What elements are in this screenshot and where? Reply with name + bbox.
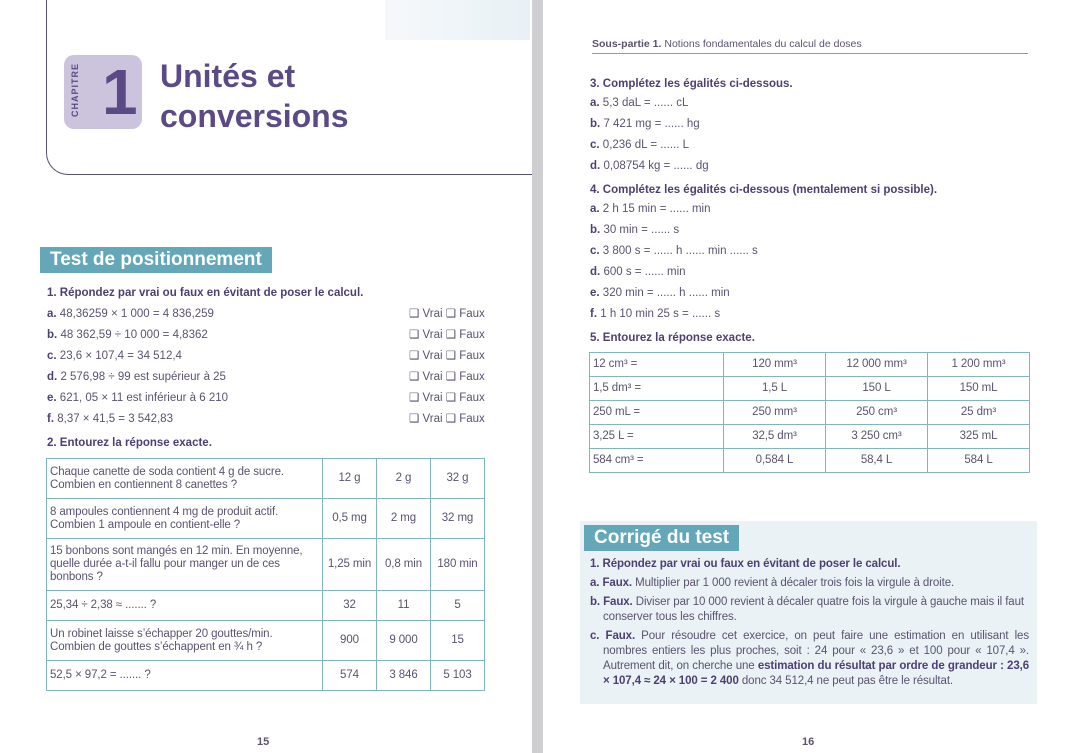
table-row — [47, 591, 485, 621]
question-1 — [47, 286, 497, 430]
answer-option[interactable]: 12 g — [323, 459, 377, 499]
page-15 — [0, 0, 532, 753]
true-false-checkboxes[interactable]: ❑ Vrai ❑ Faux — [409, 350, 485, 362]
list-item: a. 48,36259 × 1 000 = 4 836,259 ❑ Vrai ❑ Faux — [47, 304, 497, 325]
question-cell: 3,25 L = — [590, 425, 724, 449]
list-item: d. 2 576,98 ÷ 99 est supérieur à 25 ❑ Vrai ❑ Faux — [47, 367, 497, 388]
list-item: a. 2 h 15 min = ...... min — [590, 203, 711, 215]
true-false-checkboxes[interactable]: ❑ Vrai ❑ Faux — [409, 371, 485, 383]
question-cell: Chaque canette de soda contient 4 g de sucre. Combien en contiennent 8 canettes ? — [47, 459, 323, 499]
list-item: d. 0,08754 kg = ...... dg — [590, 160, 709, 172]
list-item: b. 48 362,59 ÷ 10 000 = 4,8362 ❑ Vrai ❑ Faux — [47, 325, 497, 346]
question-cell: Un robinet laisse s’échapper 20 gouttes/min. Combien de gouttes s’échappent en ¾ h ? — [47, 621, 323, 661]
answer-option[interactable]: 0,5 mg — [323, 499, 377, 539]
answer-option[interactable]: 900 — [323, 621, 377, 661]
table-row — [590, 401, 1030, 425]
question-5-title: 5. Entourez la réponse exacte. — [590, 332, 755, 344]
answer-option[interactable]: 150 L — [826, 377, 928, 401]
table-row — [47, 539, 485, 591]
list-item: c. 23,6 × 107,4 = 34 512,4 ❑ Vrai ❑ Faux — [47, 346, 497, 367]
table-row — [590, 425, 1030, 449]
table-row — [47, 499, 485, 539]
answer-option[interactable]: 574 — [323, 661, 377, 691]
answer-option[interactable]: 12 000 mm³ — [826, 353, 928, 377]
table-row — [590, 353, 1030, 377]
answer-c: c. Faux. Pour résoudre cet exercice, on peut faire une estimation en utilisant les nombres entiers les plus proches, soit : 24 pour « 23,6 » et 100 pour « 107,4 ». Autrement dit, on cherche une estimation du résultat par ordre de grandeur : 23,6 × 107,4 ≈ 24 × 100 = 2 400 donc 34 512,4 ne peut pas être le résultat. — [590, 630, 1030, 687]
page-number: 15 — [257, 736, 270, 748]
answer-option[interactable]: 5 103 — [431, 661, 485, 691]
list-item: c. 0,236 dL = ...... L — [590, 139, 690, 151]
answer-option[interactable]: 1,25 min — [323, 539, 377, 591]
section-title: Test de positionnement — [40, 247, 272, 273]
table-row — [47, 621, 485, 661]
answer-option[interactable]: 25 dm³ — [928, 401, 1030, 425]
question-cell: 15 bonbons sont mangés en 12 min. En moyenne, quelle durée a-t-il fallu pour manger un de ces bonbons ? — [47, 539, 323, 591]
question-cell: 52,5 × 97,2 = ....... ? — [47, 661, 323, 691]
answer-option[interactable]: 32,5 dm³ — [724, 425, 826, 449]
question-cell: 250 mL = — [590, 401, 724, 425]
answer-a: a. Faux. Multiplier par 1 000 revient à décaler trois fois la virgule à droite. — [590, 577, 955, 589]
answer-option[interactable]: 1 200 mm³ — [928, 353, 1030, 377]
true-false-checkboxes[interactable]: ❑ Vrai ❑ Faux — [409, 308, 485, 320]
answer-option[interactable]: 58,4 L — [826, 449, 928, 473]
answer-option[interactable]: 1,5 L — [724, 377, 826, 401]
answer-option[interactable]: 3 846 — [377, 661, 431, 691]
right-content — [590, 77, 1040, 473]
table-row — [47, 459, 485, 499]
list-item: a. 5,3 daL = ...... cL — [590, 97, 689, 109]
answer-option[interactable]: 32 — [323, 591, 377, 621]
question-2-title: 2. Entourez la réponse exacte. — [47, 437, 212, 449]
question-3: 3. Complétez les égalités ci-dessous. a. 5,3 daL = ...... cL b. 7 421 mg = ...... hg c. 0,236 dL = ...... L d. 0,08754 kg = ...... dg — [590, 77, 1040, 177]
answer-option[interactable]: 2 g — [377, 459, 431, 499]
question-title: 1. Répondez par vrai ou faux en évitant de poser le calcul. — [47, 287, 364, 299]
answer-option[interactable]: 120 mm³ — [724, 353, 826, 377]
true-false-checkboxes[interactable]: ❑ Vrai ❑ Faux — [409, 329, 485, 341]
answer-option[interactable]: 5 — [431, 591, 485, 621]
answer-option[interactable]: 0,584 L — [724, 449, 826, 473]
answer-option[interactable]: 325 mL — [928, 425, 1030, 449]
question-cell: 25,34 ÷ 2,38 ≈ ....... ? — [47, 591, 323, 621]
answer-option[interactable]: 0,8 min — [377, 539, 431, 591]
answer-option[interactable]: 32 mg — [431, 499, 485, 539]
true-false-checkboxes[interactable]: ❑ Vrai ❑ Faux — [409, 392, 485, 404]
page-number: 16 — [802, 736, 815, 748]
answer-option[interactable]: 15 — [431, 621, 485, 661]
chapter-number: 1 — [102, 56, 138, 128]
question-cell: 8 ampoules contiennent 4 mg de produit actif. Combien 1 ampoule en contient-elle ? — [47, 499, 323, 539]
answer-option[interactable]: 250 mm³ — [724, 401, 826, 425]
correction-box: Corrigé du test 1. Répondez par vrai ou faux en évitant de poser le calcul. a. Faux. Multiplier par 1 000 revient à décaler trois fois la virgule à droite. b. Faux. Diviser par 10 000 revient à décaler quatre fois la virgule à gauche mais il faut conserver tous les chiffres. c. Faux. Pour résoudre cet exercice, on peut faire une estimation en utilisant les nombres entiers les plus proches, soit : 24 pour « 23,6 » et 100 pour « 107,4 ». Autrement dit, on cherche une estimation du résultat par ordre de grandeur : 23,6 × 107,4 ≈ 24 × 100 = 2 400 donc 34 512,4 ne peut pas être le résultat. — [580, 521, 1037, 704]
correction-title: Corrigé du test — [584, 525, 739, 551]
chapter-label: CHAPITRE — [70, 62, 80, 117]
list-item: b. 7 421 mg = ...... hg — [590, 118, 700, 130]
list-item: f. 8,37 × 41,5 = 3 542,83 ❑ Vrai ❑ Faux — [47, 409, 497, 430]
answer-option[interactable]: 2 mg — [377, 499, 431, 539]
list-item: c. 3 800 s = ...... h ...... min ...... s — [590, 245, 758, 257]
true-false-checkboxes[interactable]: ❑ Vrai ❑ Faux — [409, 413, 485, 425]
list-item: f. 1 h 10 min 25 s = ...... s — [590, 308, 721, 320]
list-item: b. 30 min = ...... s — [590, 224, 680, 236]
conversion-table — [589, 352, 1030, 473]
table-row — [590, 377, 1030, 401]
answer-option[interactable]: 32 g — [431, 459, 485, 499]
question-cell: 12 cm³ = — [590, 353, 724, 377]
table-row — [47, 661, 485, 691]
chapter-title: Unités et conversions — [160, 58, 349, 134]
question-4: 4. Complétez les égalités ci-dessous (mentalement si possible). a. 2 h 15 min = ...... min b. 30 min = ...... s c. 3 800 s = ...... h ...... min ...... s d. 600 s = ...... min e. 320 min = ...... h ...... min f. 1 h 10 min 25 s = ...... s — [590, 183, 1040, 325]
answer-option[interactable]: 9 000 — [377, 621, 431, 661]
list-item: e. 320 min = ...... h ...... min — [590, 287, 730, 299]
question-cell: 1,5 dm³ = — [590, 377, 724, 401]
answer-b: b. Faux. Diviser par 10 000 revient à décaler quatre fois la virgule à gauche mais il faut conserver tous les chiffres. — [590, 596, 1024, 623]
answer-option[interactable]: 584 L — [928, 449, 1030, 473]
chapter-badge — [64, 55, 142, 129]
page-16 — [543, 0, 1072, 753]
answer-option[interactable]: 11 — [377, 591, 431, 621]
answer-table — [46, 458, 485, 691]
left-content — [47, 286, 497, 691]
table-row — [590, 449, 1030, 473]
running-header: Sous-partie 1. Notions fondamentales du calcul de doses — [592, 38, 1028, 54]
answer-option[interactable]: 180 min — [431, 539, 485, 591]
answer-option[interactable]: 250 cm³ — [826, 401, 928, 425]
list-item: e. 621, 05 × 11 est inférieur à 6 210 ❑ Vrai ❑ Faux — [47, 388, 497, 409]
list-item: d. 600 s = ...... min — [590, 266, 686, 278]
question-cell: 584 cm³ = — [590, 449, 724, 473]
answer-option[interactable]: 3 250 cm³ — [826, 425, 928, 449]
answer-option[interactable]: 150 mL — [928, 377, 1030, 401]
